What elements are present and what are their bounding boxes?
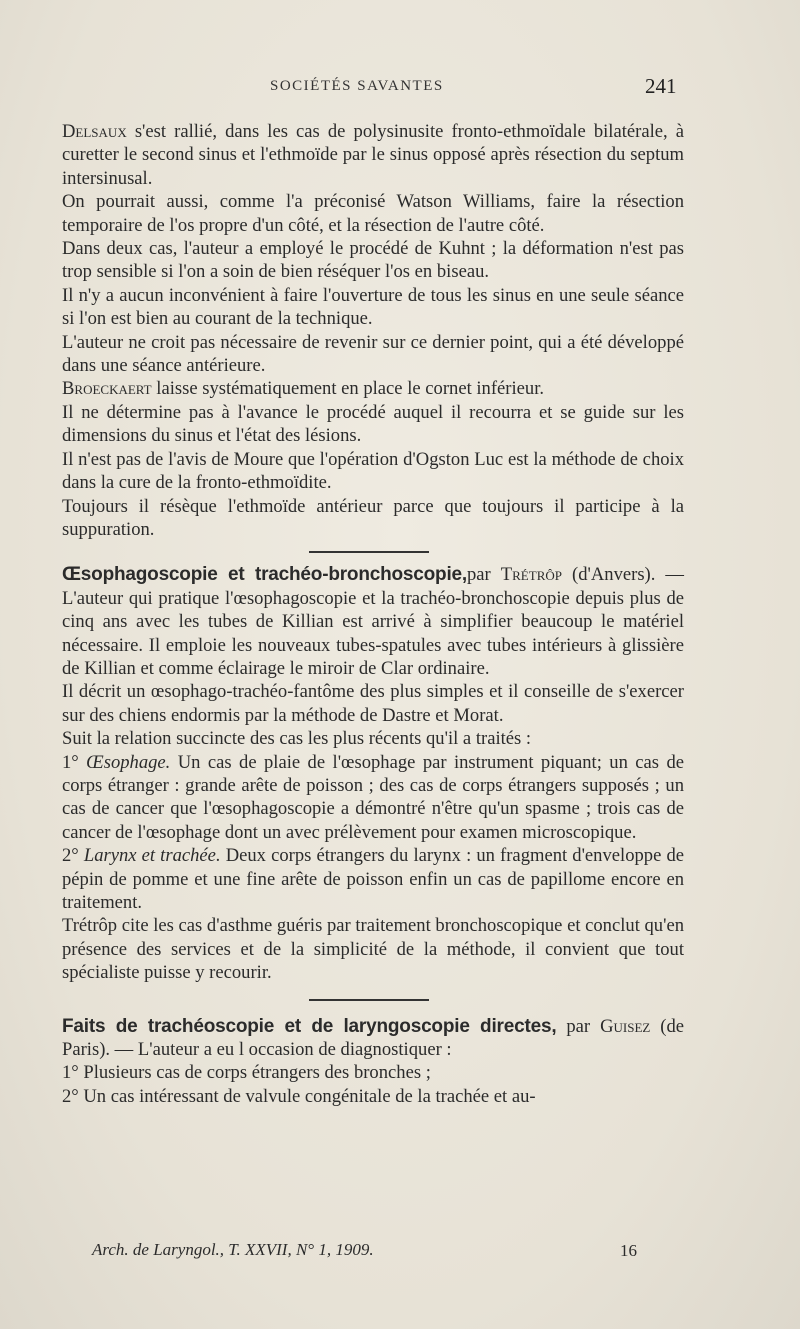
page-header (0, 74, 800, 104)
list-item: 2° Un cas intéressant de valvule congénitale de la trachée et au- (62, 1085, 536, 1107)
section-heading: Faits de trachéoscopie et de laryngoscopie directes, (62, 1015, 557, 1037)
section-intro: Faits de trachéoscopie et de laryngoscopie directes, par Guisez (de Paris). — L'auteur a eu l occasion de diagnostiquer : (62, 1015, 685, 1061)
list-item: 1° Plusieurs cas de corps étrangers des bronches ; (62, 1062, 431, 1084)
paragraph: 2° Larynx et trachée. Deux corps étrangers du larynx : un fragment d'enveloppe de pépin de pomme et une fine arête de poisson enfin un cas de papillome encore en traitement. (62, 845, 684, 913)
page-number: 241 (645, 74, 677, 98)
author-name: Delsaux (62, 121, 127, 142)
subheading: Larynx et trachée. (83, 845, 221, 867)
author-name: Broeckaert (62, 378, 152, 400)
section-heading: Œsophagoscopie et trachéo-bronchoscopie, (62, 564, 467, 586)
author-name: Trétrôp (500, 564, 562, 586)
journal-reference: Arch. de Laryngol., T. XXVII, N° 1, 1909. (92, 1240, 374, 1259)
paragraph: Dans deux cas, l'auteur a employé le procédé de Kuhnt ; la déformation n'est pas trop sensible si l'on a soin de bien réséquer l'os en biseau. (62, 238, 684, 283)
section-intro: Œsophagoscopie et trachéo-bronchoscopie,par Trétrôp (d'Anvers). — L'auteur qui pratique l'œsophagoscopie et la trachéo-bronchoscopie depuis plus de cinq ans avec les tubes de Killian est arrivé à simplifier beaucoup le matériel nécessaire. Il emploie les nouveaux tubes-spatules avec tubes intérieurs à glissière de Killian et comme éclairage le miroir de Clar ordinaire. (62, 564, 685, 679)
subheading: Œsophage. (86, 751, 171, 773)
paragraph: Il n'est pas de l'avis de Moure que l'opération d'Ogston Luc est la méthode de choix dans la cure de la fronto-ethmoïdite. (62, 448, 684, 494)
body-text (62, 120, 684, 1108)
paragraph: Il ne détermine pas à l'avance le procédé auquel il recourra et se guide sur les dimensions du sinus et l'état des lésions. (62, 401, 684, 447)
paragraph: Il décrit un œsophago-trachéo-fantôme des plus simples et il conseille de s'exercer sur des chiens endormis par la méthode de Dastre et Morat. (62, 681, 684, 726)
paragraph: Trétrôp cite les cas d'asthme guéris par traitement bronchoscopique et conclut qu'en présence des services et de la simplicité de la méthode, il convient que tout spécialiste puisse y recourir. (62, 915, 685, 984)
section-divider (309, 999, 429, 1001)
paragraph: Il n'y a aucun inconvénient à faire l'ouverture de tous les sinus en une seule séance si l'on est bien au courant de la technique. (62, 284, 684, 330)
paragraph: L'auteur ne croit pas nécessaire de revenir sur ce dernier point, qui a été développé dans une séance antérieure. (62, 331, 684, 377)
paragraph: Delsaux s'est rallié, dans les cas de polysinusite fronto-ethmoïdale bilatérale, à curetter le second sinus et l'ethmoïde par le sinus opposé après résection du septum intersinusal. (62, 121, 684, 189)
signature-mark: 16 (620, 1241, 637, 1260)
paragraph: Suit la relation succincte des cas les plus récents qu'il a traités : (62, 728, 532, 750)
paragraph: Broeckaert laisse systématiquement en place le cornet inférieur. (62, 378, 545, 400)
paragraph: On pourrait aussi, comme l'a préconisé Watson Williams, faire la résection temporaire de l'os propre d'un côté, et la résection de l'autre côté. (62, 191, 684, 236)
running-head: SOCIÉTÉS SAVANTES (270, 78, 444, 94)
section-divider (309, 551, 429, 553)
paragraph: Toujours il résèque l'ethmoïde antérieur parce que toujours il participe à la suppuration. (62, 495, 684, 540)
author-name: Guisez (600, 1015, 651, 1037)
paragraph: 1° Œsophage. Un cas de plaie de l'œsophage par instrument piquant; un cas de corps étranger : grande arête de poisson ; des cas de corps étrangers supposés ; un cas de cancer que l'œsophagoscopie a démontré n'être qu'un spasme ; trois cas de cancer de l'œsophage dont un avec prélèvement pour examen microscopique. (62, 751, 684, 843)
